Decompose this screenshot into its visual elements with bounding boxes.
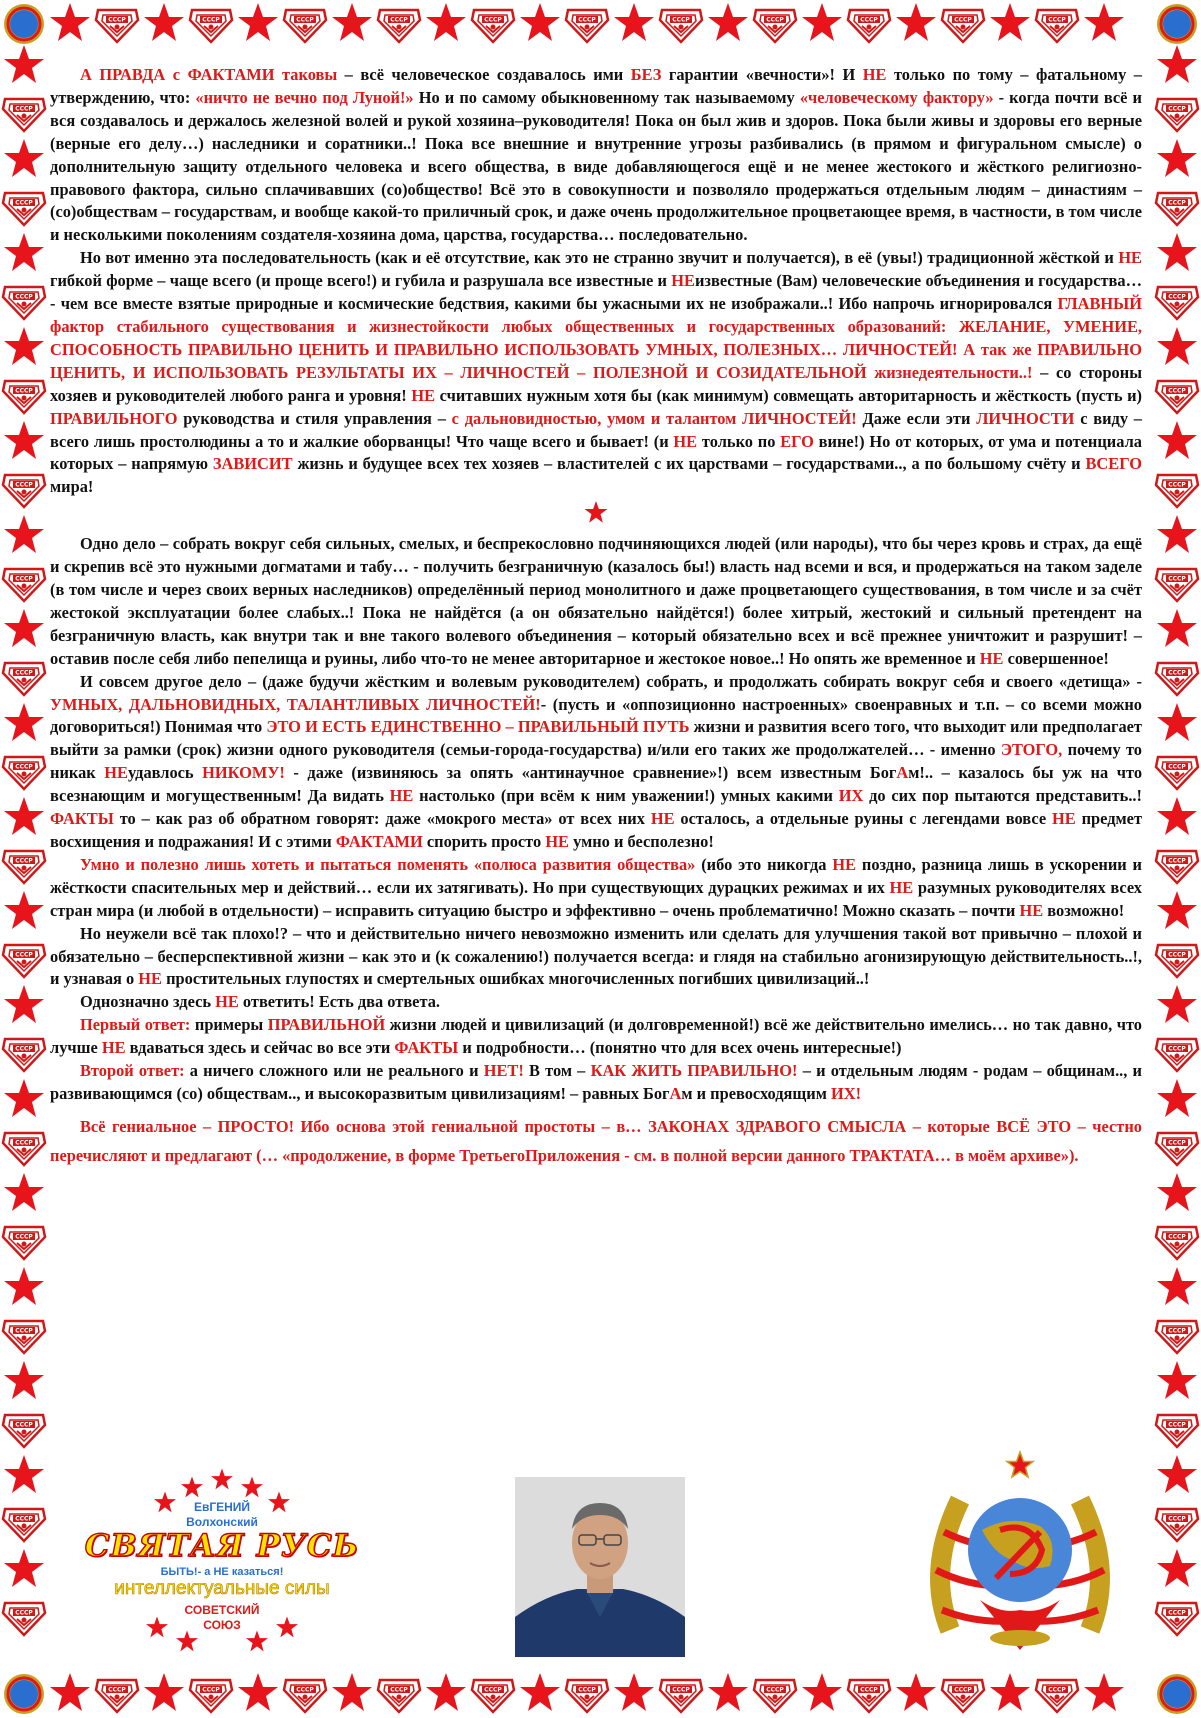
- cccp-badge-icon: [1156, 475, 1198, 507]
- border-star-icon: [708, 1673, 748, 1711]
- border-star-icon: [426, 3, 466, 41]
- highlight-text: Умно и полезно лишь хотеть и пытаться поменять «полюса развития общества»: [80, 854, 696, 874]
- article-body: [50, 64, 1142, 1170]
- cccp-badge-icon: [1156, 1509, 1198, 1541]
- cccp-badge-icon: [3, 663, 45, 695]
- highlight-text: НЕ: [101, 1038, 126, 1058]
- highlight-text: ФАКТАМИ: [335, 832, 423, 851]
- cccp-badge-icon: [1156, 99, 1198, 131]
- border-star-icon: [990, 1673, 1030, 1711]
- ussr-emblem: [920, 1450, 1120, 1660]
- cccp-badge-icon: [1156, 1039, 1198, 1071]
- body-text: вине!) Но от которых, от ума и потенциала которых – напрямую: [50, 431, 1142, 474]
- cccp-badge-icon: [96, 1680, 138, 1712]
- cccp-badge-icon: [3, 1415, 45, 1447]
- border-star-icon: [1157, 1079, 1197, 1117]
- highlight-text: ВСЕГО: [1085, 454, 1142, 474]
- border-star-icon: [238, 3, 278, 41]
- paragraph: [50, 533, 1142, 670]
- body-text: совершенное!: [1003, 648, 1109, 668]
- border-star-icon: [238, 1673, 278, 1711]
- border-star-icon: [4, 1361, 44, 1399]
- logo-slogan: БЫТЬ!- а НЕ казаться!: [160, 1566, 284, 1578]
- highlight-text: БЕЗ: [630, 65, 662, 84]
- highlight-text: Первый ответ:: [80, 1015, 191, 1035]
- border-star-icon: [4, 233, 44, 271]
- body-text: – и отдельным людям - родам – общинам.., и развивающимся (со) обществам.., и высокоразвитым цивилизациям! – равных Бог: [50, 1061, 1143, 1103]
- highlight-text: НЕ: [862, 65, 887, 84]
- border-star-icon: [614, 1673, 654, 1711]
- border-star-icon: [4, 327, 44, 365]
- highlight-text: ФАКТЫ: [394, 1038, 459, 1058]
- body-text: умно и бесполезно!: [569, 832, 714, 851]
- highlight-text: НЕ: [671, 271, 695, 291]
- closing-statement: Всё гениальное – ПРОСТО! Ибо основа этой гениальной простоты – в… ЗАКОНАХ ЗДРАВОГО СМЫСЛА – которые ВСЁ ЭТО – честно перечисляют и предлагают (… «продолжение, в форме ТретьегоПриложения - см. в полной версии данного ТРАКТАТА… в моём архиве»).: [50, 1116, 1142, 1165]
- highlight-text: Второй ответ:: [80, 1061, 185, 1081]
- logo-title: СВЯТАЯ РУСЬ: [84, 1528, 360, 1564]
- cccp-badge-icon: [942, 1680, 984, 1712]
- cccp-badge-icon: [3, 99, 45, 131]
- logo-country-1: СОВЕТСКИЙ: [184, 1603, 260, 1617]
- border-star-icon: [1157, 327, 1197, 365]
- cccp-badge-icon: [1156, 757, 1198, 789]
- body-text: – со стороны хозяев и руководителей любого ранга и уровня!: [50, 362, 1142, 405]
- border-star-icon: [50, 1673, 90, 1711]
- border-star-icon: [896, 1673, 936, 1711]
- body-text: почему то никак: [50, 740, 1142, 783]
- border-star-icon: [4, 1173, 44, 1211]
- cccp-badge-icon: [1156, 1603, 1198, 1635]
- body-text: Но и по самому обыкновенному так называемому: [413, 87, 800, 107]
- highlight-text: А ПРАВДА с ФАКТАМИ таковы: [80, 65, 338, 84]
- highlight-text: НЕ: [832, 854, 857, 874]
- cccp-badge-icon: [190, 10, 232, 42]
- body-text: - даже (извиняюсь за опять «антинаучное сравнение»!) всем известным Бог: [284, 763, 897, 783]
- logo-name-last: Волхонский: [186, 1515, 258, 1529]
- border-star-icon: [1157, 515, 1197, 553]
- logo-country-2: СОЮЗ: [203, 1618, 241, 1632]
- border-star-icon: [332, 1673, 372, 1711]
- body-text: удавлось: [127, 763, 203, 783]
- border-star-icon: [1157, 421, 1197, 459]
- paragraph: [50, 1014, 1142, 1060]
- highlight-text: НЕ: [104, 763, 128, 783]
- highlight-text: ЕГО: [780, 431, 814, 451]
- border-star-icon: [1157, 797, 1197, 835]
- body-text: считавших нужным хотя бы (как минимум) совмещать авторитарность и жёсткость (пусть и): [435, 385, 1143, 405]
- highlight-text: НЕ: [673, 431, 698, 451]
- body-text: поздно, разница лишь в ускорении и жёсткости спасительных мер и действий… если их затягивать). Но при существующих дурацких режимах и их: [50, 854, 1142, 897]
- border-star-icon: [1157, 139, 1197, 177]
- border-star-icon: [614, 3, 654, 41]
- highlight-text: ФАКТЫ: [50, 809, 114, 829]
- highlight-text: НЕ: [650, 809, 675, 829]
- separator-star-icon: [50, 499, 1142, 525]
- body-text: и подробности… (понятно что для всех очень интересные!): [458, 1038, 902, 1058]
- cccp-badge-icon: [1156, 1415, 1198, 1447]
- border-star-icon: [4, 139, 44, 177]
- paragraph: [50, 991, 1142, 1014]
- highlight-text: ПРАВИЛЬНОГО: [50, 408, 178, 428]
- cccp-badge-icon: [566, 1680, 608, 1712]
- border-star-icon: [1157, 1549, 1197, 1587]
- border-star-icon: [802, 1673, 842, 1711]
- cccp-badge-icon: [848, 1680, 890, 1712]
- cccp-badge-icon: [1036, 10, 1078, 42]
- body-text: примеры: [190, 1015, 268, 1035]
- border-star-icon: [4, 1267, 44, 1305]
- paragraph: [50, 64, 1142, 247]
- body-text: вдаваться здесь и сейчас во все эти: [125, 1038, 395, 1058]
- body-text: Однозначно здесь: [80, 992, 216, 1012]
- highlight-text: НЕ: [411, 385, 436, 405]
- highlight-text: А: [669, 1083, 682, 1103]
- border-star-icon: [4, 797, 44, 835]
- border-star-icon: [1157, 45, 1197, 83]
- cccp-badge-icon: [1156, 851, 1198, 883]
- body-text: жизни и развития всего того, что выходит или предполагает выйти за рамки (срок) жизни одного руководителя (семьи-города-государства) и/или его таких же продолжателей… - именно: [50, 717, 1142, 760]
- border-star-icon: [4, 421, 44, 459]
- body-text: м и превосходящим: [681, 1083, 831, 1103]
- body-text: известные (Вам) человеческие объединения и государства… - чем все вместе взятые природные и космические бедствия, какими бы ужасными их не изображали..! Ибо напрочь игнорировался: [50, 271, 1142, 314]
- paragraph: [50, 854, 1142, 923]
- cccp-badge-icon: [1036, 1680, 1078, 1712]
- body-text: только по: [697, 431, 781, 451]
- highlight-text: НЕ: [1019, 900, 1044, 920]
- cccp-badge-icon: [3, 1039, 45, 1071]
- paragraph: [50, 923, 1142, 992]
- body-text: предмет восхищения и подражания! И с этими: [50, 809, 1142, 851]
- highlight-text: с дальновидностью, умом и талантом ЛИЧНОСТЕЙ!: [451, 408, 857, 428]
- border-star-icon: [4, 515, 44, 553]
- cccp-badge-icon: [3, 1321, 45, 1353]
- highlight-text: А: [896, 763, 909, 783]
- highlight-text: НЕ: [138, 969, 162, 989]
- body-text: осталось, а отдельные руины с легендами вовсе: [674, 809, 1053, 829]
- highlight-text: НЕ: [215, 992, 239, 1012]
- body-text: ответить! Есть два ответа.: [238, 992, 440, 1012]
- body-text: жизни людей и цивилизаций (и долговременной!) всё же действительно имелись… но так давно, что лучше: [50, 1015, 1142, 1058]
- border-star-icon: [1157, 1173, 1197, 1211]
- border-star-icon: [708, 3, 748, 41]
- border-star-icon: [1157, 1267, 1197, 1305]
- cccp-badge-icon: [1156, 1321, 1198, 1353]
- body-text: – всё человеческое создавалось ими: [337, 65, 631, 84]
- border-star-icon: [332, 3, 372, 41]
- highlight-text: ЭТО И ЕСТЬ ЕДИНСТВЕННО – ПРАВИЛЬНЫЙ ПУТЬ: [266, 717, 690, 737]
- body-text: В том –: [523, 1061, 591, 1081]
- logo-subtitle: интеллектуальные силы: [114, 1578, 330, 1599]
- border-star-icon: [144, 1673, 184, 1711]
- border-star-icon: [4, 45, 44, 83]
- highlight-text: НЕ: [889, 877, 914, 897]
- border-star-icon: [50, 3, 90, 41]
- border-star-icon: [1157, 985, 1197, 1023]
- cccp-badge-icon: [3, 1603, 45, 1635]
- body-text: гарантии «вечности»! И: [661, 65, 863, 84]
- body-text: - (пусть и «оппозиционно настроенных» своенравных и т.п. – со всеми можно договориться!) Понимая что: [50, 694, 1142, 737]
- paragraph: [50, 671, 1142, 854]
- highlight-text: НИКОМУ!: [202, 763, 285, 783]
- body-text: гибкой форме – чаще всего (и проще всего!) и губила и разрушала все известные и: [50, 271, 672, 291]
- cccp-badge-icon: [3, 851, 45, 883]
- body-text: Одно дело – собрать вокруг себя сильных, смелых, и беспрекословно подчиняющихся людей (или народы), что бы через кровь и страх, да ещё и скрепив всё это нужными догматами и табу… - получить безграничную (казалось бы!) власть над всеми и вся, и продержаться на таком заделе (в том числе и через своих верных наследников) определённый период монолитного и даже процветающего существования, в том числе и за счёт жестокой эксплуатации более слабых..! Пока не найдётся (а он обязательно найдётся!) более хитрый, жестокий и сильный претендент на безграничную власть, как внутри так и вне такого волевого объединения – который обязательно всех и всё прежнее уничтожит и разрушит! – оставив после себя либо пепелища и руины, либо что-то не менее авторитарное и жестокое новое..! Но опять же временное и: [50, 534, 1142, 668]
- body-text: только по тому – фатальному – утверждению, что:: [50, 65, 1142, 107]
- cccp-badge-icon: [1156, 663, 1198, 695]
- highlight-text: ПРАВИЛЬНОЙ: [267, 1015, 386, 1035]
- body-text: жизнь и будущее всех тех хозяев – властителей с их царствами – государствами.., а по большому счёту и: [292, 454, 1086, 474]
- cccp-badge-icon: [1156, 945, 1198, 977]
- highlight-text: НЕ: [545, 832, 569, 851]
- body-text: простительных глупостях и смертельных ошибках многочисленных погибших цивилизаций..!: [161, 969, 870, 989]
- highlight-text: ЗАВИСИТ: [212, 454, 293, 474]
- cccp-badge-icon: [3, 945, 45, 977]
- highlight-text: ЛИЧНОСТИ: [976, 408, 1075, 428]
- cccp-badge-icon: [660, 1680, 702, 1712]
- body-text: а ничего сложного или не реального и: [184, 1061, 484, 1081]
- border-star-icon: [1157, 609, 1197, 647]
- highlight-text: НЕ: [389, 786, 414, 806]
- cccp-badge-icon: [1156, 193, 1198, 225]
- paragraph: [50, 1060, 1142, 1106]
- highlight-text: ИХ: [838, 786, 864, 806]
- corner-emblem-icon: [4, 4, 44, 44]
- cccp-badge-icon: [566, 10, 608, 42]
- highlight-text: НЕ: [1052, 809, 1076, 829]
- border-star-icon: [144, 3, 184, 41]
- border-star-icon: [990, 3, 1030, 41]
- cccp-badge-icon: [660, 10, 702, 42]
- border-star-icon: [4, 1079, 44, 1117]
- author-logo: [62, 1460, 382, 1655]
- highlight-text: НЕ: [979, 648, 1004, 668]
- body-text: Даже если эти: [856, 408, 977, 428]
- cccp-badge-icon: [3, 287, 45, 319]
- cccp-badge-icon: [472, 1680, 514, 1712]
- cccp-badge-icon: [1156, 1133, 1198, 1165]
- border-star-icon: [802, 3, 842, 41]
- cccp-badge-icon: [284, 10, 326, 42]
- body-text: то – как раз об обратном говорят: даже «мокрого места» от всех них: [113, 809, 651, 829]
- border-star-icon: [1157, 1455, 1197, 1493]
- border-star-icon: [4, 703, 44, 741]
- cccp-badge-icon: [3, 569, 45, 601]
- border-star-icon: [1084, 3, 1124, 41]
- border-star-icon: [4, 985, 44, 1023]
- border-star-icon: [1157, 1361, 1197, 1399]
- border-star-icon: [4, 891, 44, 929]
- body-text: Но неужели всё так плохо!? – что и действительно ничего невозможно изменить или сделать для улучшения такой вот привычно – плохой и обязательно – бесперспективной жизни – как это и (к сожалению!) получается всегда: и глядя на стабильно агонизирующую действительность..!, и узнавая о: [50, 923, 1142, 989]
- cccp-badge-icon: [472, 10, 514, 42]
- body-text: спорить просто: [422, 832, 546, 851]
- body-text: руководства и стиля управления –: [177, 408, 452, 428]
- border-star-icon: [1157, 891, 1197, 929]
- cccp-badge-icon: [3, 381, 45, 413]
- body-text: с виду – всего лишь простолюдины а то и жалкие оборванцы! Что чаще всего и бывает! (и: [50, 408, 1142, 451]
- cccp-badge-icon: [3, 475, 45, 507]
- cccp-badge-icon: [3, 757, 45, 789]
- cccp-badge-icon: [754, 10, 796, 42]
- cccp-badge-icon: [284, 1680, 326, 1712]
- paragraph: [50, 247, 1142, 499]
- cccp-badge-icon: [754, 1680, 796, 1712]
- border-star-icon: [4, 1455, 44, 1493]
- border-star-icon: [1084, 1673, 1124, 1711]
- author-photo: [515, 1477, 685, 1657]
- cccp-badge-icon: [96, 10, 138, 42]
- body-text: (ибо это никогда: [695, 854, 833, 874]
- cccp-badge-icon: [378, 1680, 420, 1712]
- highlight-text: НЕТ!: [483, 1061, 524, 1081]
- body-text: м!.. – казалось бы уж на что всезнающим и могущественным! Да видать: [50, 763, 1143, 806]
- body-text: И совсем другое дело – (даже будучи жёстким и волевым руководителем) собрать, и продолжать собирать вокруг себя и своего «детища» -: [80, 671, 1142, 691]
- highlight-text: КАК ЖИТЬ ПРАВИЛЬНО!: [590, 1061, 798, 1081]
- border-star-icon: [520, 3, 560, 41]
- corner-emblem-icon: [4, 1674, 44, 1714]
- border-star-icon: [4, 609, 44, 647]
- border-star-icon: [4, 1549, 44, 1587]
- body-text: - когда почти всё и вся создавалось и держалось железной волей и рукой хозяина–руководителя! Пока он был жив и здоров. Пока были живы и здоровы его верные (верные его делу…) наследники и соратники..! Пока все внешние и внутренние угрозы разбивались (в прямом и фигуральном смысле) о дополнительную защиту отдельного человека и всего общества, в виде добавляющегося ещё и не менее жестокого и жёсткого религиозно- правового фактора, сильно сплачивавших (со)общество! Всё это в совокупности и позволяло продержаться отдельным людям – династиям – (со)обществам – государствам, и вообще какой-то приличный срок, и даже очень продолжительное процветающее время, в частности, в том числе и несколькими поколениям создателя-хозяина дома, царства, государства… последовательно.: [50, 87, 1143, 245]
- border-star-icon: [520, 1673, 560, 1711]
- corner-emblem-icon: [1157, 1674, 1197, 1714]
- cccp-badge-icon: [3, 1509, 45, 1541]
- highlight-text: УМНЫХ, ДАЛЬНОВИДНЫХ, ТАЛАНТЛИВЫХ ЛИЧНОСТЕЙ!: [50, 694, 541, 714]
- highlight-text: ЭТОГО,: [1000, 740, 1063, 760]
- border-star-icon: [426, 1673, 466, 1711]
- cccp-badge-icon: [942, 10, 984, 42]
- cccp-badge-icon: [3, 193, 45, 225]
- cccp-badge-icon: [3, 1227, 45, 1259]
- body-text: Но вот именно эта последовательность (как и её отсутствие, как это не странно звучит и получается), в её (увы!) традиционной жёсткой и: [80, 248, 1119, 268]
- body-text: мира!: [50, 477, 94, 497]
- body-text: настолько (при всём к ним уважении!) умных какими: [413, 786, 839, 806]
- cccp-badge-icon: [1156, 1227, 1198, 1259]
- body-text: разумных руководителях всех стран мира (и любой в отдельности) – исправить ситуацию быстро и эффективно – очень проблематично! Можно сказать – почти: [50, 877, 1142, 920]
- cccp-badge-icon: [190, 1680, 232, 1712]
- highlight-text: ИХ!: [830, 1083, 862, 1103]
- logo-name-first: ЕвГЕНИЙ: [193, 1500, 251, 1514]
- border-star-icon: [896, 3, 936, 41]
- cccp-badge-icon: [1156, 287, 1198, 319]
- cccp-badge-icon: [1156, 381, 1198, 413]
- highlight-text: НЕ: [1118, 248, 1142, 268]
- highlight-text: «человеческому фактору»: [799, 87, 994, 107]
- cccp-badge-icon: [1156, 569, 1198, 601]
- border-star-icon: [1157, 233, 1197, 271]
- highlight-text: ГЛАВНЫЙ фактор стабильного существования и жизнестойкости любых общественных и государственных образований: ЖЕЛАНИЕ, УМЕНИЕ, СПОСОБНОСТЬ ПРАВИЛЬНО ЦЕНИТЬ И ПРАВИЛЬНО ИСПОЛЬЗОВАТЬ УМНЫХ, ПОЛЕЗНЫХ… ЛИЧНОСТЕЙ! А так же ПРАВИЛЬНО ЦЕНИТЬ, И ИСПОЛЬЗОВАТЬ РЕЗУЛЬТАТЫ ИХ – ЛИЧНОСТЕЙ – ПОЛЕЗНОЙ И СОЗИДАТЕЛЬНОЙ жизнедеятельности..!: [50, 294, 1142, 382]
- border-star-icon: [1157, 703, 1197, 741]
- cccp-badge-icon: [3, 1133, 45, 1165]
- highlight-text: «ничто не вечно под Луной!»: [195, 87, 414, 107]
- cccp-badge-icon: [378, 10, 420, 42]
- body-text: до сих пор пытаются представить..!: [863, 786, 1142, 806]
- cccp-badge-icon: [848, 10, 890, 42]
- corner-emblem-icon: [1157, 4, 1197, 44]
- body-text: возможно!: [1043, 900, 1125, 920]
